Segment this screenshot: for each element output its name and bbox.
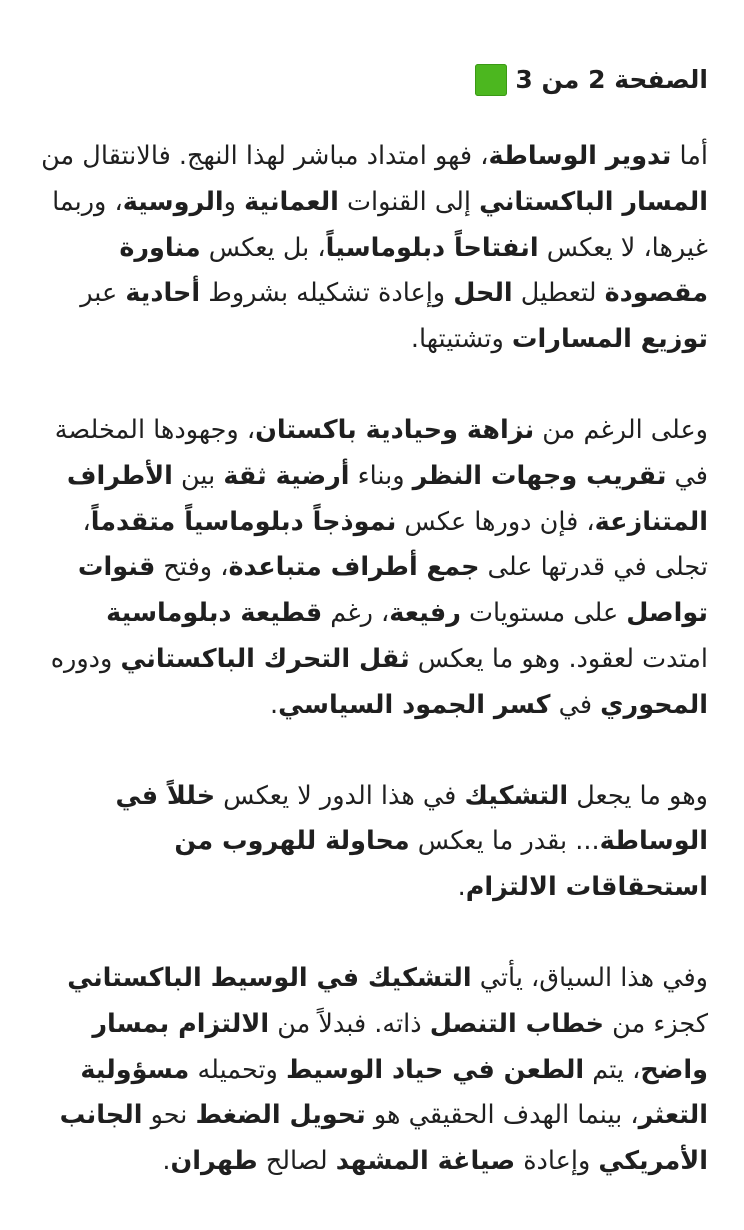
text-segment: لتعطيل bbox=[512, 278, 605, 309]
text-segment: وهو ما يجعل bbox=[568, 780, 708, 811]
bold-text: انفتاحاً دبلوماسياً bbox=[325, 232, 539, 263]
bold-text: مناورة مقصودة bbox=[119, 232, 708, 309]
text-segment: ، وفتح bbox=[155, 552, 229, 583]
bold-text: صياغة المشهد bbox=[335, 1146, 516, 1177]
text-segment: وبناء bbox=[349, 460, 413, 491]
bold-text: محاولة للهروب من استحقاقات الالتزام bbox=[174, 826, 708, 903]
text-segment: كجزء من bbox=[604, 1008, 708, 1039]
bold-text: الروسية bbox=[122, 186, 224, 217]
bold-text: المسار الباكستاني bbox=[479, 186, 708, 217]
text-segment: وتحميله bbox=[189, 1054, 286, 1085]
text-segment: نحو bbox=[142, 1100, 196, 1131]
text-segment: وعلى الرغم من bbox=[534, 414, 708, 445]
text-segment: ، فهو امتداد مباشر لهذا النهج. فالانتقال من bbox=[41, 141, 489, 171]
text-segment: ، رغم bbox=[322, 598, 390, 629]
bold-text: قنوات تواصل bbox=[77, 552, 708, 629]
text-segment: . bbox=[457, 872, 466, 903]
bold-text: تحويل الضغط bbox=[195, 1100, 366, 1131]
bold-text: العمانية bbox=[244, 186, 339, 217]
bold-text: قطيعة دبلوماسية bbox=[106, 598, 323, 629]
text-segment: و bbox=[223, 186, 245, 217]
bold-text: جمع أطراف متباعدة bbox=[228, 552, 480, 583]
paragraph bbox=[36, 956, 708, 1185]
bold-text: الأطراف المتنازعة bbox=[66, 460, 708, 537]
text-segment: ، فإن دورها عكس bbox=[396, 506, 595, 537]
bold-text: نزاهة وحيادية باكستان bbox=[255, 414, 535, 445]
article-body bbox=[36, 134, 708, 1185]
page-indicator-text: الصفحة 2 من 3 bbox=[515, 65, 708, 94]
bold-text: المحوري bbox=[600, 689, 708, 720]
text-segment: لصالح bbox=[257, 1146, 336, 1177]
text-segment: وإعادة تشكيله بشروط bbox=[200, 278, 454, 309]
bold-text: ثقل التحرك الباكستاني bbox=[120, 643, 410, 674]
bold-text: تدوير الوساطة bbox=[488, 141, 672, 171]
text-segment: وفي هذا السياق، يأتي bbox=[471, 962, 708, 993]
bold-text: نموذجاً دبلوماسياً متقدماً bbox=[90, 506, 397, 537]
paragraph bbox=[36, 408, 708, 729]
text-segment: وإعادة bbox=[515, 1146, 599, 1177]
page-indicator-header bbox=[36, 60, 708, 100]
text-segment: امتدت لعقود. وهو ما يعكس bbox=[409, 643, 708, 674]
text-segment: ، يتم bbox=[584, 1054, 641, 1085]
text-segment: ودوره bbox=[50, 643, 121, 674]
bold-text: تقريب وجهات النظر bbox=[412, 460, 667, 491]
text-segment: إلى القنوات bbox=[338, 186, 480, 217]
green-square-icon bbox=[475, 64, 507, 96]
text-segment: . bbox=[162, 1146, 171, 1177]
document-page bbox=[36, 60, 708, 1230]
bold-text: توزيع المسارات bbox=[511, 324, 708, 355]
bold-text: الحل bbox=[453, 278, 513, 309]
paragraph bbox=[36, 774, 708, 911]
text-segment: ، تجلى في قدرتها على bbox=[82, 506, 708, 583]
bold-text: التشكيك bbox=[464, 780, 569, 811]
text-segment: ، وجهودها المخلصة في bbox=[54, 414, 708, 491]
bold-text: خطاب التنصل bbox=[429, 1008, 605, 1039]
bold-text: خللاً في الوساطة bbox=[115, 780, 708, 857]
text-segment: ، بينما الهدف الحقيقي هو bbox=[365, 1100, 639, 1131]
text-segment: ذاته. فبدلاً من bbox=[269, 1008, 430, 1039]
text-segment: . bbox=[270, 689, 279, 720]
text-segment: في هذا الدور لا يعكس bbox=[215, 780, 465, 811]
bold-text: أرضية ثقة bbox=[223, 460, 350, 491]
bold-text: الطعن في حياد الوسيط bbox=[285, 1054, 585, 1085]
text-segment: بين bbox=[172, 460, 224, 491]
bold-text: التشكيك في الوسيط الباكستاني bbox=[67, 962, 472, 993]
text-segment: على مستويات bbox=[460, 598, 627, 629]
bold-text: أحادية bbox=[125, 278, 201, 309]
text-segment: ، بل يعكس bbox=[200, 232, 326, 263]
bold-text: كسر الجمود السياسي bbox=[278, 689, 551, 720]
text-segment: وتشتيتها. bbox=[410, 324, 512, 355]
bold-text: رفيعة bbox=[389, 598, 461, 629]
text-segment: عبر bbox=[80, 278, 126, 309]
text-segment: أما bbox=[671, 141, 708, 171]
text-segment: ، وربما غيرها، لا يعكس bbox=[52, 186, 708, 263]
bold-text: الجانب الأمريكي bbox=[59, 1100, 708, 1177]
text-segment: ... بقدر ما يعكس bbox=[409, 826, 600, 857]
bold-text: طهران bbox=[170, 1146, 258, 1177]
bold-text: مسؤولية التعثر bbox=[80, 1054, 708, 1131]
bold-text: الالتزام بمسار واضح bbox=[92, 1008, 708, 1085]
paragraph bbox=[36, 134, 708, 363]
text-segment: في bbox=[550, 689, 601, 720]
